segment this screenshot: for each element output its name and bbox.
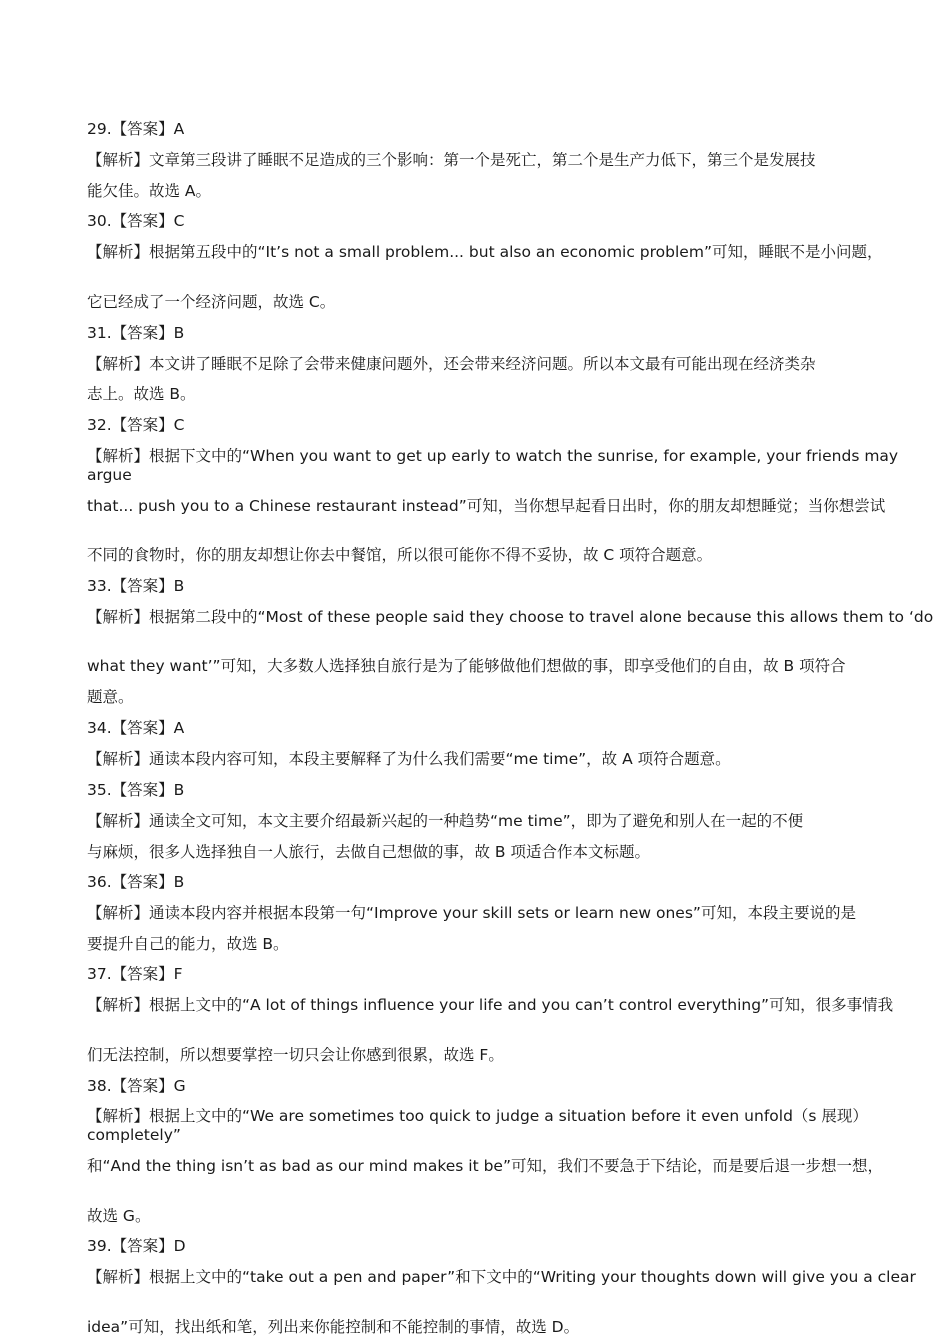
analysis-33-line-3: 题意。 bbox=[87, 688, 134, 706]
analysis-34-line-1: 【解析】通读本段内容可知，本段主要解释了为什么我们需要“me time”，故 A 项符合题意。 bbox=[87, 750, 731, 768]
analysis-33-line-1: 【解析】根据第二段中的“Most of these people said they choose to travel alone because this allows them to ‘do bbox=[87, 608, 934, 626]
analysis-37-line-1: 【解析】根据上文中的“A lot of things influence your life and you can’t control everything”可知，很多事情我 bbox=[87, 996, 894, 1014]
analysis-36-line-1: 【解析】通读本段内容并根据本段第一句“Improve your skill sets or learn new ones”可知，本段主要说的是 bbox=[87, 904, 856, 922]
answer-39: 39.【答案】D bbox=[87, 1237, 186, 1255]
analysis-35-line-1: 【解析】通读全文可知，本文主要介绍最新兴起的一种趋势“me time”，即为了避免和别人在一起的不便 bbox=[87, 812, 804, 830]
analysis-29-line-1: 【解析】文章第三段讲了睡眠不足造成的三个影响：第一个是死亡，第二个是生产力低下，第三个是发展技 bbox=[87, 151, 816, 169]
analysis-32-line-3: 不同的食物时，你的朋友却想让你去中餐馆，所以很可能你不得不妥协，故 C 项符合题意。 bbox=[87, 546, 713, 564]
analysis-33-line-2: what they want’”可知，大多数人选择独自旅行是为了能够做他们想做的事，即享受他们的自由，故 B 项符合 bbox=[87, 657, 846, 675]
answer-31: 31.【答案】B bbox=[87, 324, 185, 342]
analysis-31-line-2: 志上。故选 B。 bbox=[87, 385, 196, 403]
answer-35: 35.【答案】B bbox=[87, 781, 185, 799]
answer-37: 37.【答案】F bbox=[87, 965, 183, 983]
analysis-38-line-2: 和“And the thing isn’t as bad as our mind makes it be”可知，我们不要急于下结论，而是要后退一步想一想， bbox=[87, 1157, 884, 1175]
analysis-32-line-1: 【解析】根据下文中的“When you want to get up early to watch the sunrise, for example, your friends may argue bbox=[87, 447, 899, 484]
analysis-31-line-1: 【解析】本文讲了睡眠不足除了会带来健康问题外，还会带来经济问题。所以本文最有可能出现在经济类杂 bbox=[87, 355, 816, 373]
analysis-30-line-1: 【解析】根据第五段中的“It’s not a small problem... but also an economic problem”可知，睡眠不是小问题， bbox=[87, 243, 883, 261]
analysis-35-line-2: 与麻烦，很多人选择独自一人旅行，去做自己想做的事，故 B 项适合作本文标题。 bbox=[87, 843, 650, 861]
analysis-36-line-2: 要提升自己的能力，故选 B。 bbox=[87, 935, 289, 953]
answer-34: 34.【答案】A bbox=[87, 719, 185, 737]
analysis-38-line-1: 【解析】根据上文中的“We are sometimes too quick to judge a situation before it even unfold（s 展现）completely” bbox=[87, 1107, 868, 1144]
analysis-39-line-1: 【解析】根据上文中的“take out a pen and paper”和下文中的“Writing your thoughts down will give you a clear bbox=[87, 1268, 916, 1286]
answer-32: 32.【答案】C bbox=[87, 416, 185, 434]
answer-29: 29.【答案】A bbox=[87, 120, 185, 138]
analysis-38-line-3: 故选 G。 bbox=[87, 1207, 151, 1225]
analysis-29-line-2: 能欠佳。故选 A。 bbox=[87, 182, 212, 200]
analysis-37-line-2: 们无法控制，所以想要掌控一切只会让你感到很累，故选 F。 bbox=[87, 1046, 504, 1064]
analysis-32-line-2: that... push you to a Chinese restaurant instead”可知，当你想早起看日出时，你的朋友却想睡觉；当你想尝试 bbox=[87, 497, 886, 515]
analysis-39-line-2: idea”可知，找出纸和笔，列出来你能控制和不能控制的事情，故选 D。 bbox=[87, 1318, 580, 1336]
answer-30: 30.【答案】C bbox=[87, 212, 185, 230]
answer-36: 36.【答案】B bbox=[87, 873, 185, 891]
answer-33: 33.【答案】B bbox=[87, 577, 185, 595]
answer-38: 38.【答案】G bbox=[87, 1077, 186, 1095]
analysis-30-line-2: 它已经成了一个经济问题，故选 C。 bbox=[87, 293, 336, 311]
